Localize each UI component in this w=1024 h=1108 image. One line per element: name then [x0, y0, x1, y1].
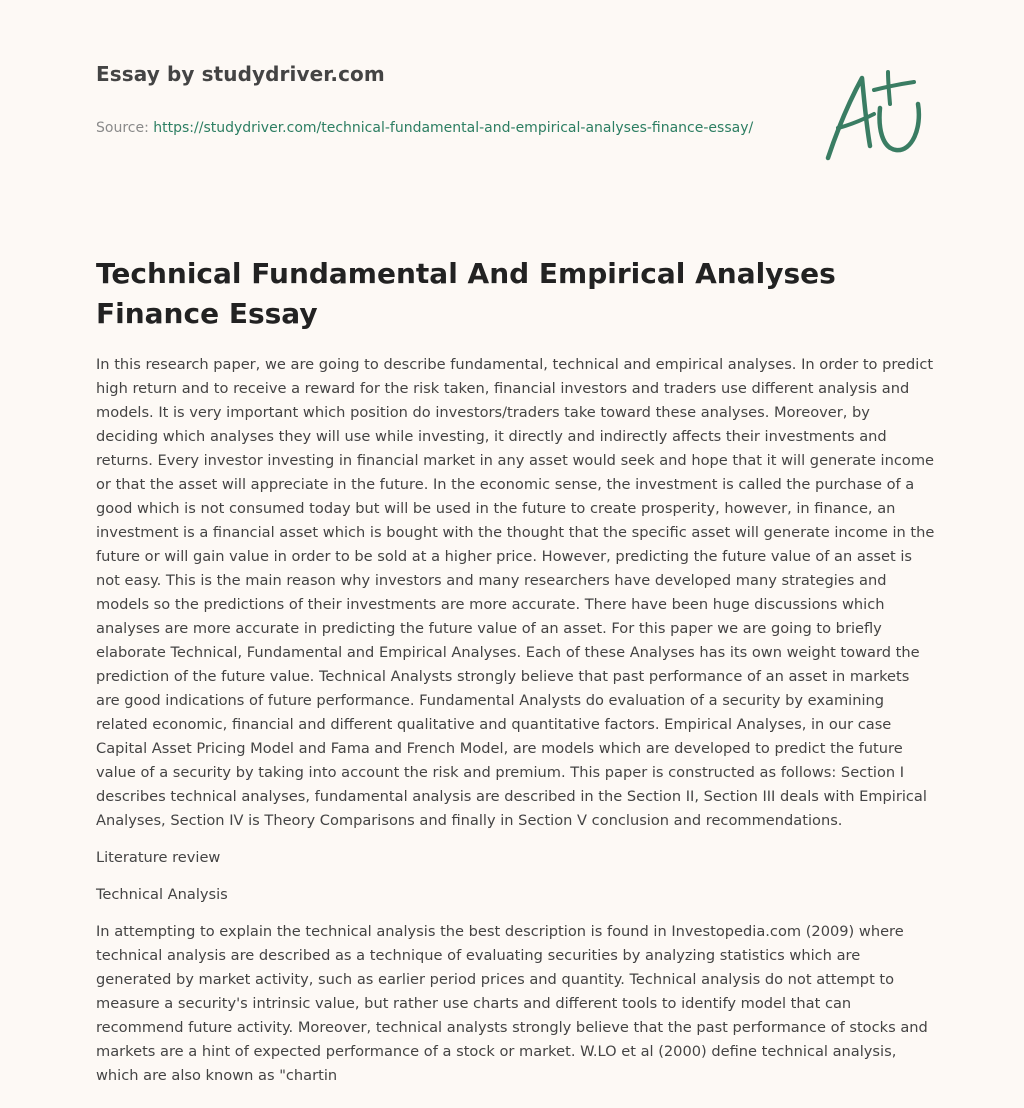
site-title: Essay by studydriver.com — [96, 62, 385, 86]
section-heading-technical-analysis: Technical Analysis — [96, 886, 228, 903]
essay-title: Technical Fundamental And Empirical Analyses Finance Essay — [96, 257, 836, 330]
technical-analysis-paragraph: In attempting to explain the technical analysis the best description is found in Investopedia.com (2009) where technical analysis are described as a technique of evaluating securities by analyzing statistics which are generated by market activity, such as earlier period prices and quantity. Technical analysis do not attempt to measure a security's intrinsic value, but rather use charts and different tools to identify model that can recommend future activity. Moreover, technical analysts strongly believe that the past performance of stocks and markets are a hint of expected performance of a stock or market. W.LO et al (2000) define technical analysis, which are also known as "chartin — [96, 923, 928, 1084]
source-link[interactable]: https://studydriver.com/technical-fundamental-and-empirical-analyses-finance-essay/ — [153, 120, 754, 136]
intro-paragraph: In this research paper, we are going to describe fundamental, technical and empirical analyses. In order to predict high return and to receive a reward for the risk taken, financial investors and traders use different analysis and models. It is very important which position do investors/traders take toward these analyses. Moreover, by deciding which analyses they will use while investing, it directly and indirectly affects their investments and returns. Every investor investing in financial market in any asset would seek and hope that it will generate income or that the asset will appreciate in the future. In the economic sense, the investment is called the purchase of a good which is not consumed today but will be used in the future to create prosperity, however, in finance, an investment is a financial asset which is bought with the thought that the specific asset will generate income in the future or will gain value in order to be sold at a higher price. However, predicting the future value of an asset is not easy. This is the main reason why investors and many researchers have developed many strategies and models so the predictions of their investments are more accurate. There have been huge discussions which analyses are more accurate in predicting the future value of an asset. For this paper we are going to briefly elaborate Technical, Fundamental and Empirical Analyses. Each of these Analyses has its own weight toward the prediction of the future value. Technical Analysts strongly believe that past performance of an asset in markets are good indications of future performance. Fundamental Analysts do evaluation of a security by examining related economic, financial and different qualitative and quantitative factors. Empirical Analyses, in our case Capital Asset Pricing Model and Fama and French Model, are models which are developed to predict the future value of a security by taking into account the risk and premium. This paper is constructed as follows: Section I describes technical analyses, fundamental analysis are described in the Section II, Section III deals with Empirical Analyses, Section IV is Theory Comparisons and finally in Section V conclusion and recommendations. — [96, 356, 935, 829]
a-plus-logo-icon — [822, 68, 926, 164]
source-line — [96, 118, 776, 139]
section-heading-literature-review: Literature review — [96, 849, 221, 866]
essay-body — [96, 353, 936, 1101]
page-header — [96, 62, 776, 139]
source-label: Source: — [96, 120, 149, 136]
